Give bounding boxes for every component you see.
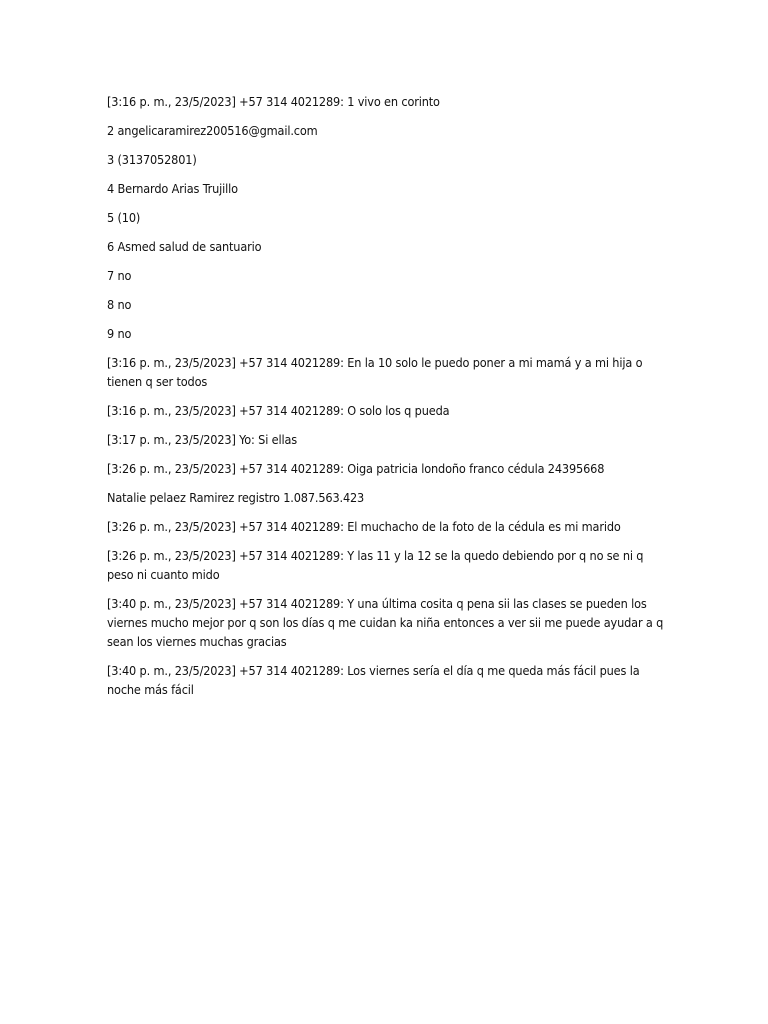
paragraph-12: [3:17 p. m., 23/5/2023] Yo: Si ellas <box>107 432 298 447</box>
paragraph-13: [3:26 p. m., 23/5/2023] +57 314 4021289: Oiga patricia londoño franco cédula 24395668 <box>107 461 605 476</box>
paragraph-15: [3:26 p. m., 23/5/2023] +57 314 4021289: El muchacho de la foto de la cédula es mi marido <box>107 519 621 534</box>
paragraph-8: 8 no <box>107 297 132 312</box>
paragraph-2: 2 angelicaramirez200516@gmail.com <box>107 123 318 138</box>
paragraph-3: 3 (3137052801) <box>107 152 197 167</box>
paragraph-11: [3:16 p. m., 23/5/2023] +57 314 4021289: O solo los q pueda <box>107 403 450 418</box>
paragraph-1: [3:16 p. m., 23/5/2023] +57 314 4021289: 1 vivo en corinto <box>107 94 440 109</box>
paragraph-9: 9 no <box>107 326 132 341</box>
paragraph-6: 6 Asmed salud de santuario <box>107 239 262 254</box>
paragraph-16: [3:26 p. m., 23/5/2023] +57 314 4021289: Y las 11 y la 12 se la quedo debiendo por q no se ni q peso ni cuanto mido <box>107 548 644 582</box>
paragraph-18: [3:40 p. m., 23/5/2023] +57 314 4021289: Los viernes sería el día q me queda más fácil pues la noche más fácil <box>107 663 640 697</box>
paragraph-17: [3:40 p. m., 23/5/2023] +57 314 4021289: Y una última cosita q pena sii las clases se pueden los viernes mucho mejor por q son los días q me cuidan ka niña entonces a ver sii me puede ayudar a q sean los viernes muchas gracias <box>107 596 664 649</box>
paragraph-7: 7 no <box>107 268 132 283</box>
paragraph-4: 4 Bernardo Arias Trujillo <box>107 181 238 196</box>
paragraph-10: [3:16 p. m., 23/5/2023] +57 314 4021289: En la 10 solo le puedo poner a mi mamá y a mi hija o tienen q ser todos <box>107 355 643 389</box>
paragraph-14: Natalie pelaez Ramirez registro 1.087.563.423 <box>107 490 365 505</box>
document-page <box>107 92 667 709</box>
paragraph-5: 5 (10) <box>107 210 141 225</box>
